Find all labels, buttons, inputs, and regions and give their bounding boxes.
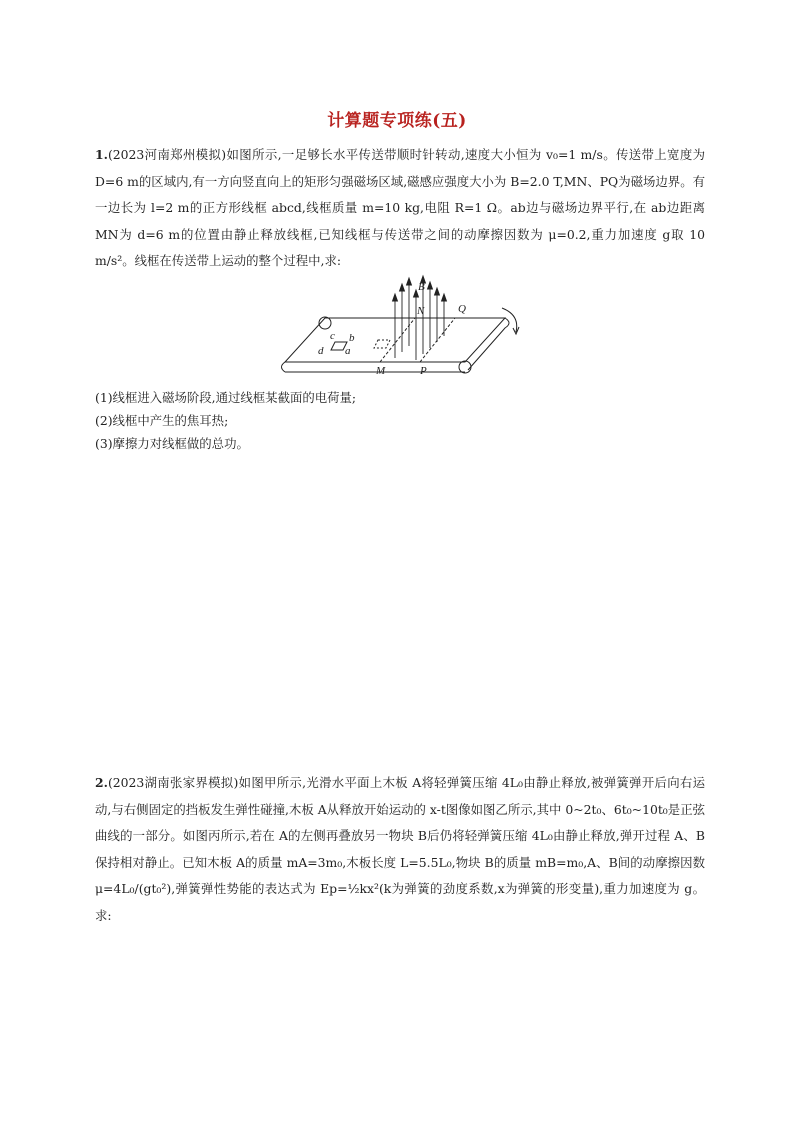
- label-c: c: [330, 330, 335, 342]
- page-title: 计算题专项练(五): [327, 111, 467, 131]
- label-b: b: [349, 332, 355, 344]
- label-d: d: [318, 345, 324, 357]
- label-n: N: [417, 305, 425, 317]
- dashed-frame-position: [374, 340, 390, 348]
- question-2-number: 2.: [95, 775, 108, 790]
- label-q: Q: [458, 303, 466, 315]
- label-b-field: B: [418, 281, 425, 293]
- right-roller-side: [468, 318, 509, 370]
- question-1-sub-2: (2)线框中产生的焦耳热;: [95, 413, 229, 428]
- boundary-pq: [420, 318, 455, 362]
- label-m: M: [376, 365, 386, 377]
- question-2: [95, 770, 705, 929]
- question-1-sub-1: (1)线框进入磁场阶段,通过线框某截面的电荷量;: [95, 390, 357, 405]
- question-1: [95, 142, 705, 275]
- label-a: a: [345, 345, 351, 357]
- label-p: P: [420, 365, 427, 377]
- conveyor-belt-figure: [280, 270, 530, 380]
- question-1-sub-3: (3)摩擦力对线框做的总功。: [95, 436, 249, 451]
- question-1-number: 1.: [95, 147, 108, 162]
- boundary-mn: [380, 318, 415, 362]
- question-2-text: (2023湖南张家界模拟)如图甲所示,光滑水平面上木板 A将轻弹簧压缩 4L₀由静止释放,被弹簧弹开后向右运动,与右侧固定的挡板发生弹性碰撞,木板 A从释放开始运动的 x-t图像如图乙所示,其中 0~2t₀、6t₀~10t₀是正弦曲线的一部分。如图丙所示,若在 A的左侧再叠放另一物块 B后仍将轻弹簧压缩 4L₀由静止释放,弹开过程 A、B保持相对静止。已知木板 A的质量 mA=3m₀,木板长度 L=5.5L₀,物块 B的质量 mB=m₀,A、B间的动摩擦因数 μ=4L₀/(gt₀²),弹簧弹性势能的表达式为 Ep=½kx²(k为弹簧的劲度系数,x为弹簧的形变量),重力加速度为 g。求:: [95, 775, 705, 923]
- right-roller: [459, 361, 471, 373]
- left-roller-side: [282, 362, 286, 372]
- question-1-text: (2023河南郑州模拟)如图所示,一足够长水平传送带顺时针转动,速度大小恒为 v₀=1 m/s。传送带上宽度为 D=6 m的区域内,有一方向竖直向上的矩形匀强磁场区域,磁感应强度大小为 B=2.0 T,MN、PQ为磁场边界。有一边长为 l=2 m的正方形线框 abcd,线框质量 m=10 kg,电阻 R=1 Ω。ab边与磁场边界平行,在 ab边距离 MN为 d=6 m的位置由静止释放线框,已知线框与传送带之间的动摩擦因数为 μ=0.2,重力加速度 g取 10 m/s²。线框在传送带上运动的整个过程中,求:: [95, 147, 705, 268]
